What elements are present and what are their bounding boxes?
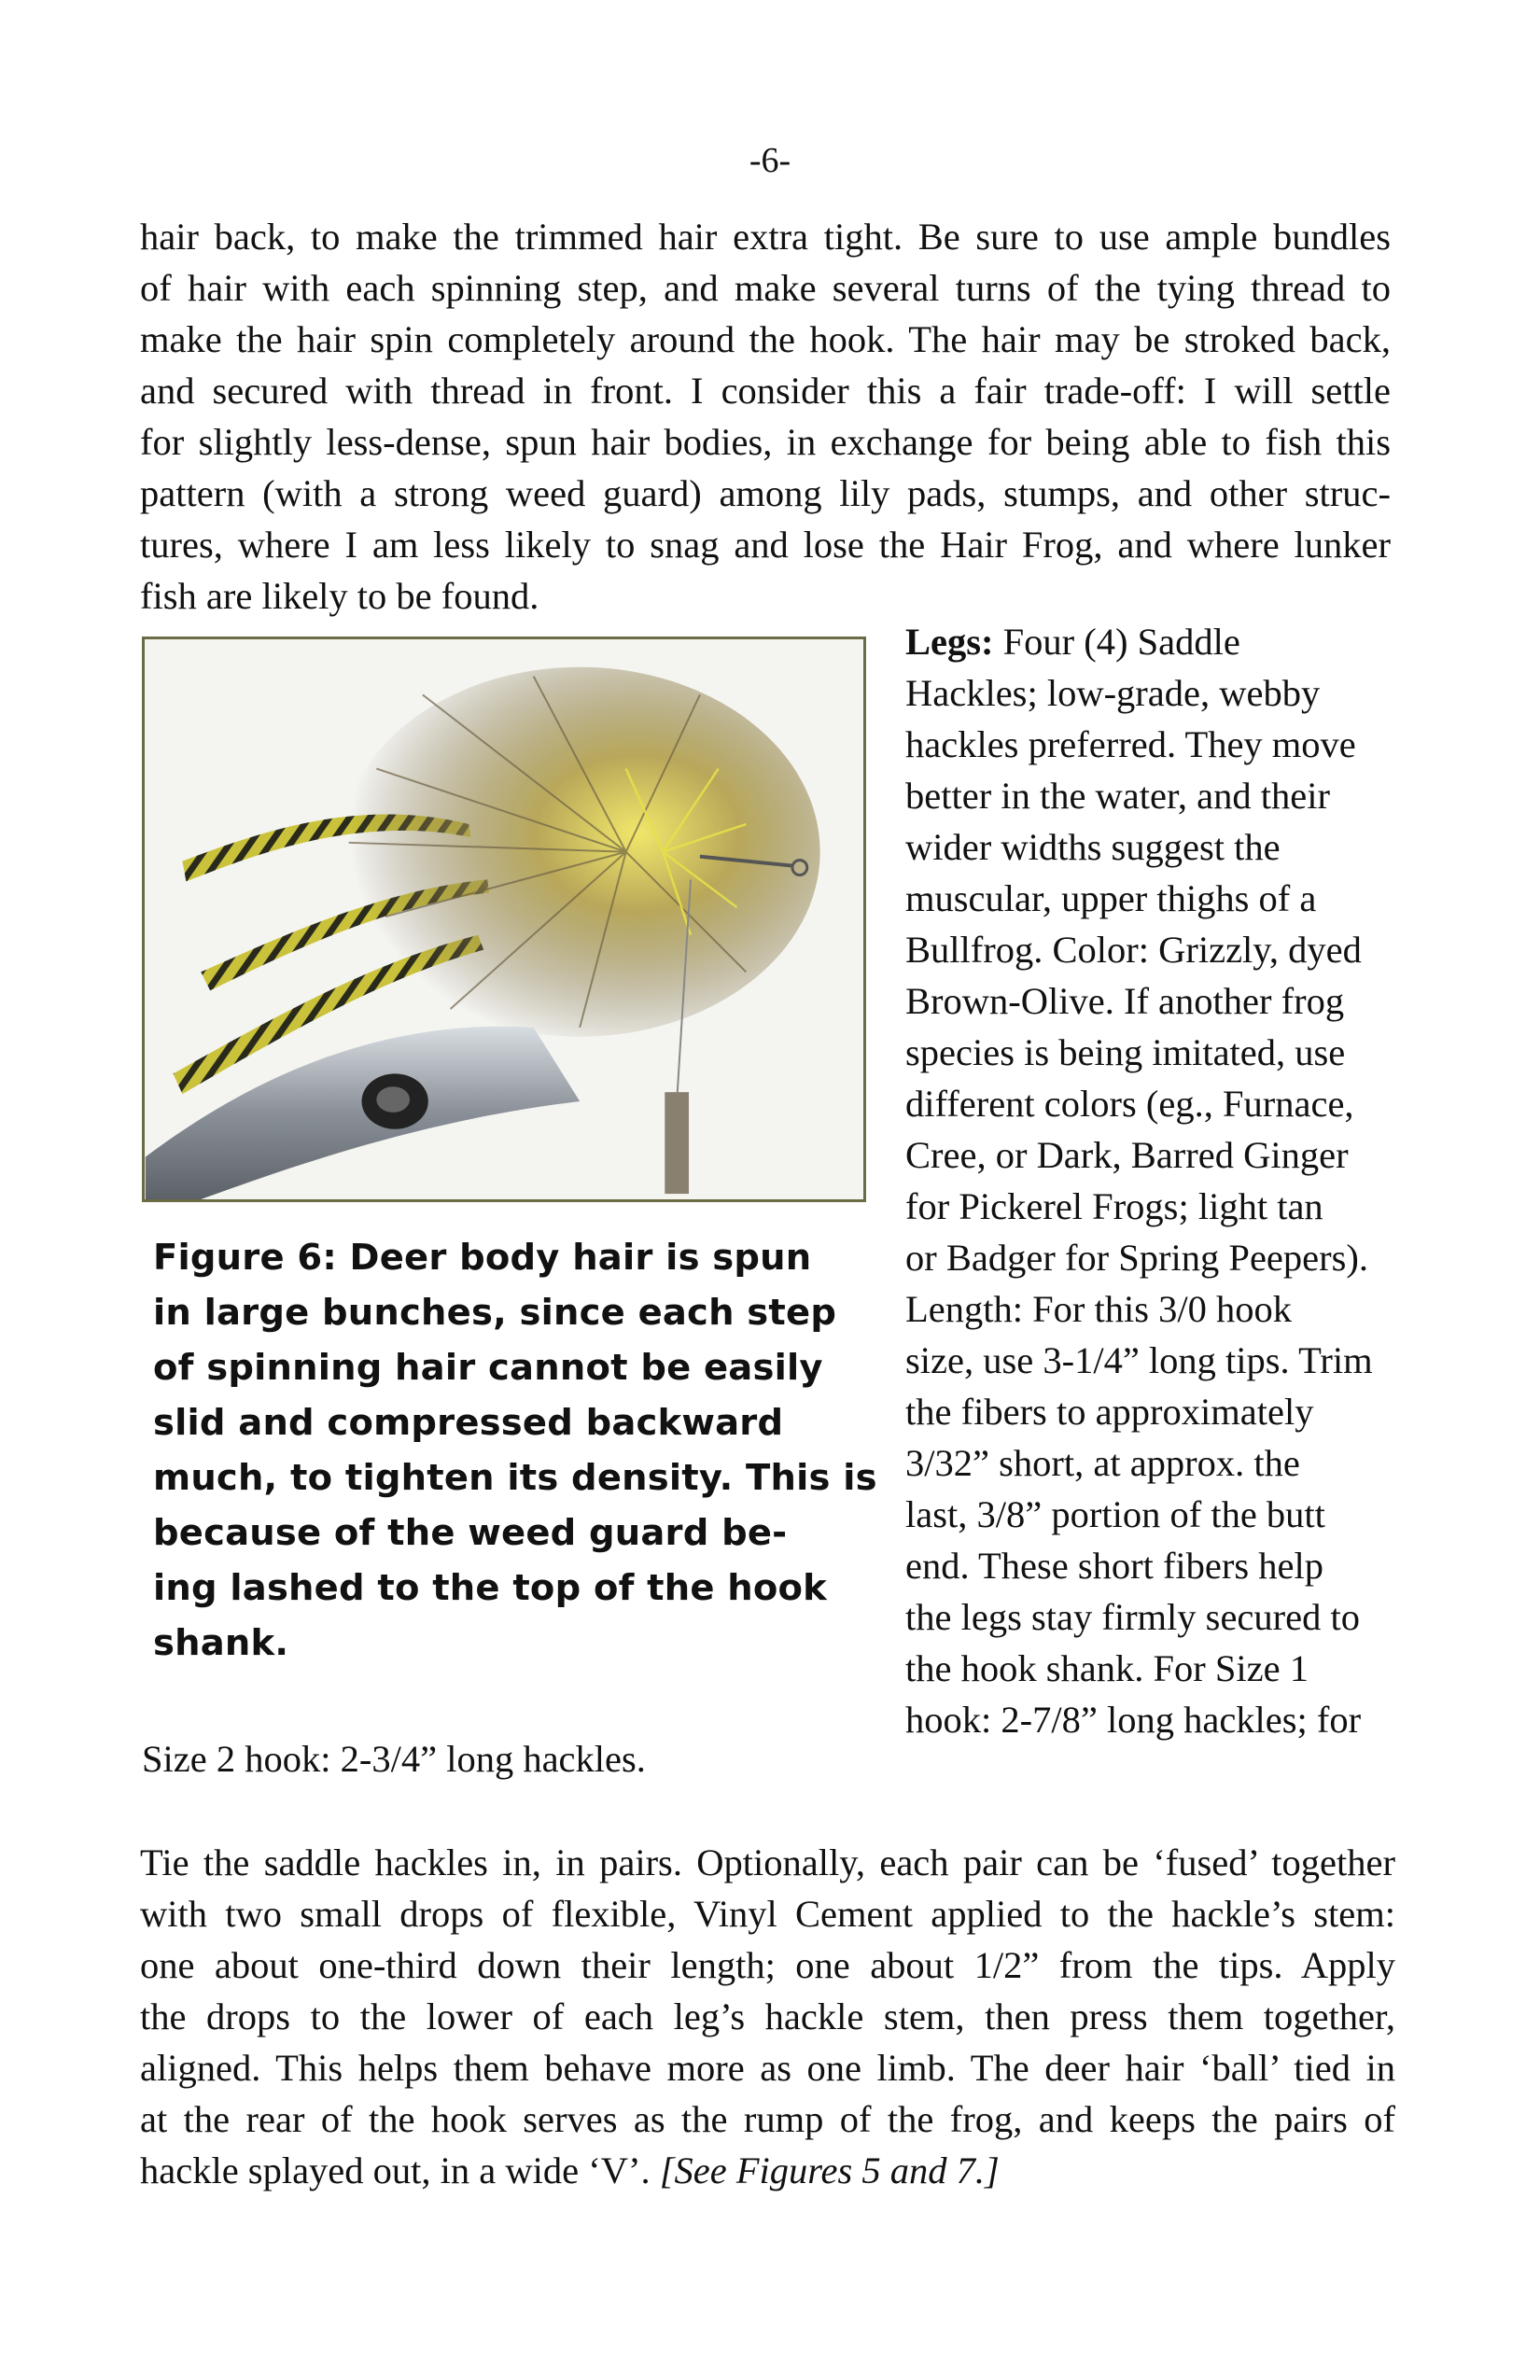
legs-line: muscular, upper thighs of a — [905, 877, 1317, 919]
intro-paragraph — [140, 211, 1391, 622]
caption-line: much, to tighten its density. This is — [153, 1457, 877, 1499]
figure-6-caption — [153, 1230, 881, 1671]
legs-line: or Badger for Spring Peepers). — [905, 1237, 1368, 1279]
tie-line: aligned. This helps them behave more as one limb. The deer hair ‘ball’ tied in — [140, 2047, 1395, 2089]
legs-line: wider widths suggest the — [905, 826, 1281, 868]
legs-line: species is being imitated, use — [905, 1031, 1346, 1073]
intro-line: hair back, to make the trimmed hair extra tight. Be sure to use ample bundles — [140, 216, 1391, 258]
caption-line: in large bunches, since each step — [153, 1292, 837, 1334]
legs-line: Length: For this 3/0 hook — [905, 1288, 1292, 1330]
legs-section — [905, 616, 1395, 1745]
legs-label: Legs: — [905, 621, 994, 663]
legs-line: Bullfrog. Color: Grizzly, dyed — [905, 929, 1362, 971]
size2-line: Size 2 hook: 2-3/4” long hackles. — [142, 1738, 646, 1780]
caption-line: slid and compressed backward — [153, 1402, 784, 1444]
figure-reference: [See Figures 5 and 7.] — [659, 2149, 1000, 2191]
tie-line: the drops to the lower of each leg’s hackle stem, then press them together, — [140, 1995, 1395, 2037]
caption-line: of spinning hair cannot be easily — [153, 1347, 823, 1389]
tie-paragraph — [140, 1837, 1395, 2196]
legs-line: Cree, or Dark, Barred Ginger — [905, 1134, 1349, 1176]
caption-line: ing lashed to the top of the hook — [153, 1567, 827, 1609]
legs-line: Brown-Olive. If another frog — [905, 980, 1345, 1022]
tie-last-text: hackle splayed out, in a wide ‘V’. — [140, 2149, 660, 2191]
tie-last-line — [140, 2145, 1395, 2196]
intro-line: tures, where I am less likely to snag and lose the Hair Frog, and where lunker — [140, 524, 1391, 566]
legs-line: end. These short fibers help — [905, 1545, 1324, 1587]
tie-line: Tie the saddle hackles in, in pairs. Optionally, each pair can be ‘fused’ together — [140, 1841, 1395, 1883]
page-number: -6- — [749, 141, 791, 180]
legs-line: last, 3/8” portion of the butt — [905, 1493, 1325, 1535]
intro-line: make the hair spin completely around the hook. The hair may be stroked back, — [140, 318, 1391, 360]
intro-line: fish are likely to be found. — [140, 575, 539, 617]
legs-line: for Pickerel Frogs; light tan — [905, 1185, 1323, 1227]
caption-line: Figure 6: Deer body hair is spun — [153, 1237, 812, 1279]
intro-line: and secured with thread in front. I consider this a fair trade-off: I will settle — [140, 370, 1391, 412]
legs-line: better in the water, and their — [905, 775, 1330, 817]
tie-line: at the rear of the hook serves as the rump of the frog, and keeps the pairs of — [140, 2098, 1395, 2140]
legs-line: the hook shank. For Size 1 — [905, 1647, 1309, 1689]
legs-line: hackles preferred. They move — [905, 723, 1356, 765]
caption-line: because of the weed guard be- — [153, 1512, 788, 1554]
figure-6-photo — [142, 637, 866, 1202]
legs-line: size, use 3-1/4” long tips. Trim — [905, 1339, 1373, 1381]
legs-line: Hackles; low-grade, webby — [905, 672, 1321, 714]
tie-line: with two small drops of flexible, Vinyl Cement applied to the hackle’s stem: — [140, 1893, 1395, 1935]
legs-line: the fibers to approximately — [905, 1391, 1314, 1433]
legs-line: Four (4) Saddle — [993, 621, 1240, 663]
legs-line: hook: 2-7/8” long hackles; for — [905, 1699, 1362, 1741]
legs-line: different colors (eg., Furnace, — [905, 1083, 1354, 1125]
intro-line: pattern (with a strong weed guard) among lily pads, stumps, and other struc- — [140, 472, 1391, 514]
intro-line: of hair with each spinning step, and make several turns of the tying thread to — [140, 267, 1391, 309]
tie-line: one about one-third down their length; one about 1/2” from the tips. Apply — [140, 1944, 1395, 1986]
fly-tying-illustration — [145, 639, 863, 1199]
caption-line: shank. — [153, 1622, 289, 1664]
legs-first-line — [905, 616, 1395, 667]
intro-line: for slightly less-dense, spun hair bodies, in exchange for being able to fish this — [140, 421, 1391, 463]
legs-line: 3/32” short, at approx. the — [905, 1442, 1300, 1484]
legs-line: the legs stay firmly secured to — [905, 1596, 1360, 1638]
